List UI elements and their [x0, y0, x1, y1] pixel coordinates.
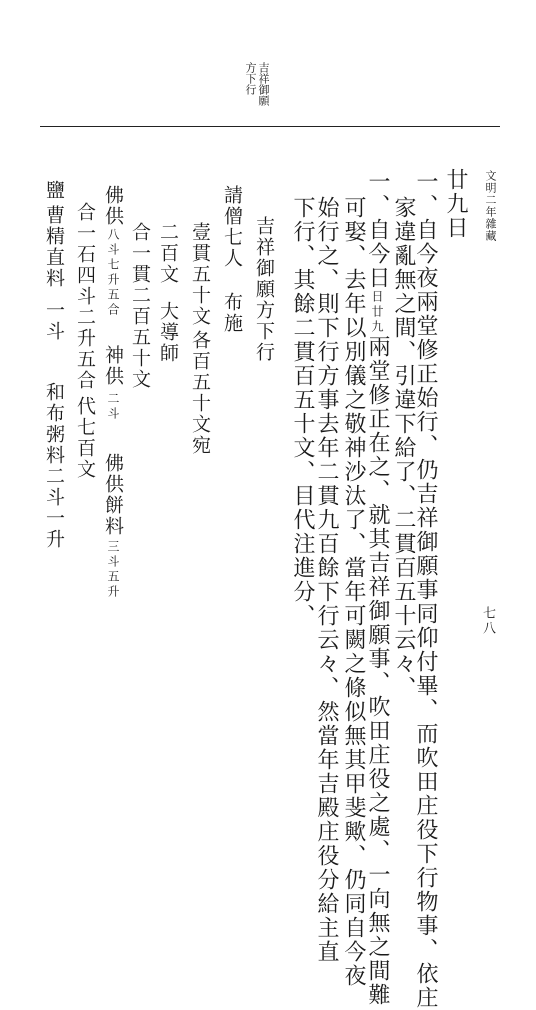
text-column: 吉祥御願方下行: [253, 216, 275, 363]
annotation: 二斗: [106, 392, 120, 422]
annotation: 日廿九: [370, 290, 384, 335]
header-rule: [40, 126, 500, 127]
text-column: 可娶、去年以別儀之敬神沙汰了、當年可闕之條似無其甲斐歟、仍同自今夜: [341, 196, 366, 988]
margin-note-left: 方下行: [244, 62, 257, 95]
annotation: 三斗五升: [106, 540, 120, 600]
text-column: 和布粥料二斗一升: [43, 382, 65, 550]
text-column: [103, 185, 122, 227]
text-segment: 兩堂修正在之、就其吉祥御願事、吹田庄役之處、一向無之間難: [365, 335, 390, 1007]
text-column: 大導師: [157, 301, 179, 364]
text-column: 家違亂無之間、引違下給了、二貫百五十云々、: [391, 196, 416, 700]
annotation: 八斗七升五合: [106, 228, 120, 318]
text-column: 布施: [221, 292, 243, 334]
text-column: 下行、其餘二貫百五十文、目代注進分、: [290, 196, 315, 628]
text-column: 壹貫五十文: [189, 222, 211, 327]
text-column: 廿九日: [443, 168, 468, 240]
text-column: 神供: [102, 345, 124, 387]
text-segment: 佛供: [102, 185, 124, 227]
text-column: 曹精直料: [43, 205, 65, 289]
text-column: 一斗: [43, 300, 65, 342]
text-column: 一、自今夜兩堂修正始行、仍吉祥御願事同仰付畢、而吹田庄役下行物事、依庄: [413, 170, 438, 1010]
margin-note-right: 吉祥御願: [257, 62, 270, 106]
text-column: 代七百文: [74, 396, 96, 480]
text-column: 佛供餅料: [102, 453, 124, 537]
text-column: 鹽: [43, 180, 65, 201]
text-segment: 一、自今日: [365, 170, 390, 290]
text-column: 合一貫二百五十文: [129, 222, 151, 390]
text-column: 始行之、則下行方事去年二貫九百餘下行云々、然當年吉殿庄役分給主直: [314, 196, 339, 964]
text-column: 請僧七人: [221, 185, 243, 269]
page-number: 七八: [480, 606, 495, 636]
text-column: 各百五十文宛: [189, 330, 211, 456]
text-column: [366, 170, 388, 1007]
text-column: 二百文: [157, 222, 179, 285]
running-title: 文明二年雜藏: [484, 170, 497, 242]
text-column: 合一石四斗二升五合: [74, 202, 96, 391]
